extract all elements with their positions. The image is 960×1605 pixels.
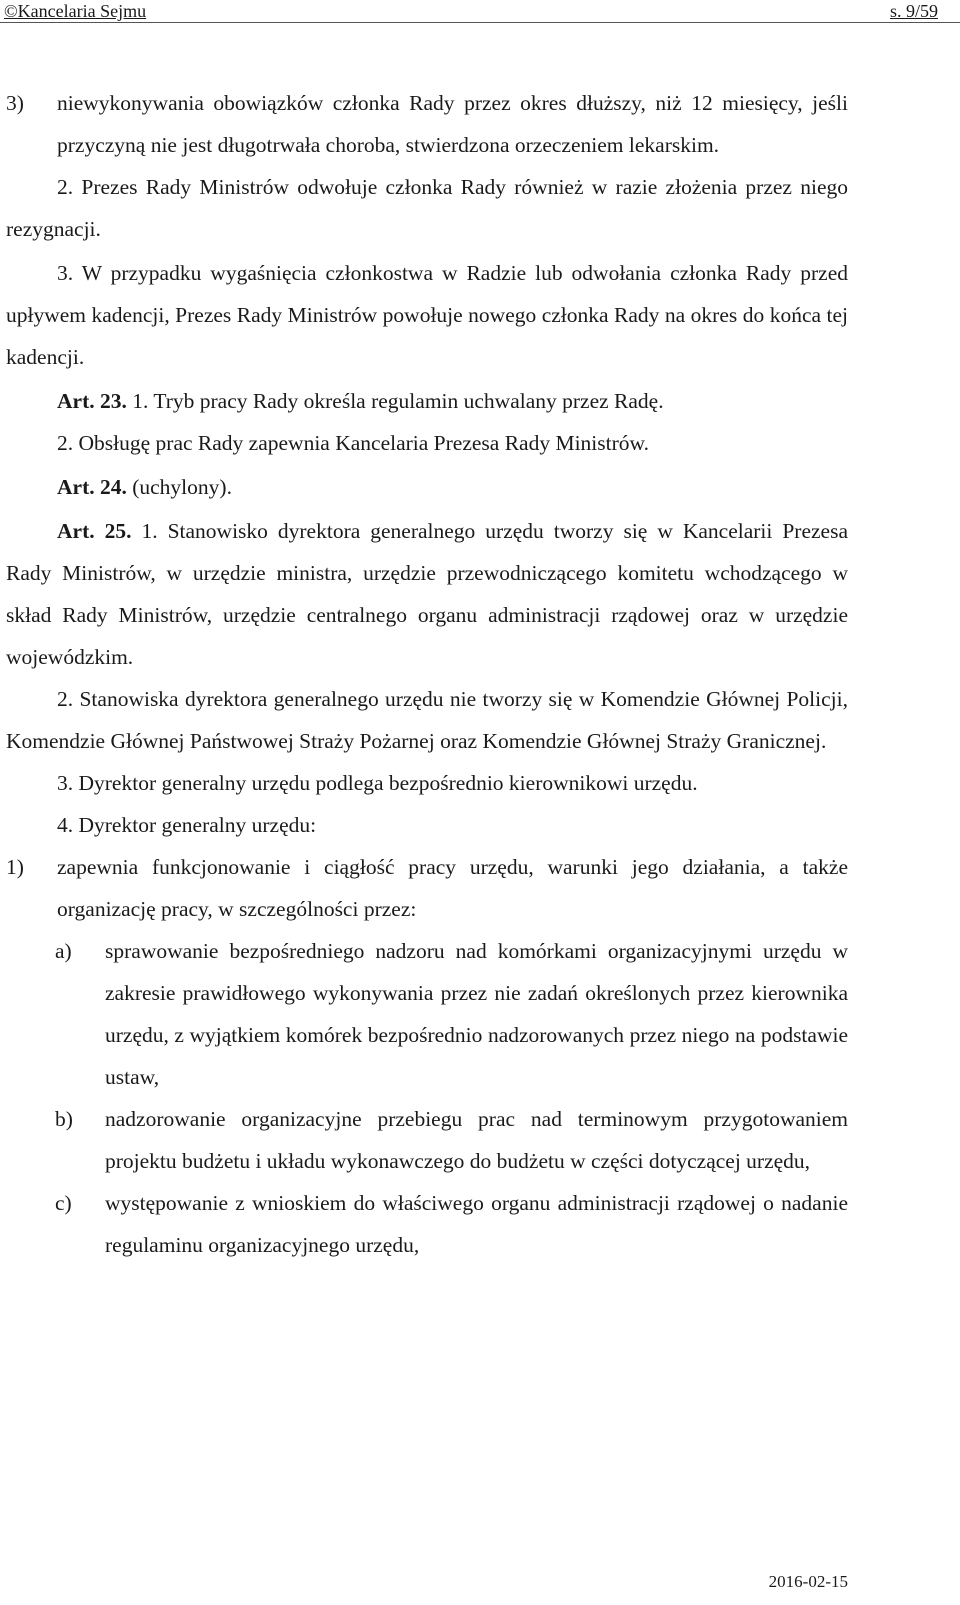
article-text: 1. Stanowisko dyrektora generalnego urzędu tworzy się w Kancelarii Prezesa Rady Ministrów, w urzędzie ministra, urzędzie przewodniczącego komitetu wchodzącego w skład Rady Ministrów, urzędzie centralnego organu administracji rządowej oraz w urzędzie wojewódzkim. [6, 519, 848, 669]
article-text: (uchylony). [126, 475, 232, 499]
article-25 [6, 510, 848, 678]
item-label: a) [55, 939, 72, 963]
page-header [0, 0, 960, 23]
paragraph-art25-3: 3. Dyrektor generalny urzędu podlega bezpośrednio kierownikowi urzędu. [57, 771, 698, 795]
header-page-number: s. 9/59 [889, 1, 938, 21]
item-text: niewykonywania obowiązków członka Rady przez okres dłuższy, niż 12 miesięcy, jeśli przyczyną nie jest długotrwała choroba, stwierdzona orzeczeniem lekarskim. [57, 91, 848, 157]
list-item [6, 82, 848, 166]
item-label: b) [55, 1107, 73, 1131]
item-text: występowanie z wnioskiem do właściwego organu administracji rządowej o nadanie regulaminu organizacyjnego urzędu, [105, 1191, 848, 1257]
list-item [6, 846, 848, 930]
item-label: 3) [6, 91, 24, 115]
paragraph-art25-2: 2. Stanowiska dyrektora generalnego urzędu nie tworzy się w Komendzie Głównej Policji, Komendzie Głównej Państwowej Straży Pożarnej oraz Komendzie Głównej Straży Granicznej. [6, 687, 848, 753]
list-item [6, 1182, 848, 1266]
footer-date: 2016-02-15 [768, 1572, 848, 1591]
list-item [6, 1098, 848, 1182]
item-label: c) [55, 1191, 72, 1215]
header-source: ©Kancelaria Sejmu [4, 1, 147, 21]
article-label: Art. 24. [57, 475, 127, 499]
paragraph-ust2: 2. Prezes Rady Ministrów odwołuje członka Rady również w razie złożenia przez niego rezygnacji. [6, 175, 848, 241]
paragraph-ust3: 3. W przypadku wygaśnięcia członkostwa w Radzie lub odwołania członka Rady przed upływem kadencji, Prezes Rady Ministrów powołuje nowego członka Rady na okres do końca tej kadencji. [6, 261, 848, 369]
item-text: nadzorowanie organizacyjne przebiegu prac nad terminowym przygotowaniem projektu budżetu i układu wykonawczego do budżetu w części dotyczącej urzędu, [105, 1107, 848, 1173]
paragraph-art23-2: 2. Obsługę prac Rady zapewnia Kancelaria Prezesa Rady Ministrów. [57, 431, 650, 455]
paragraph-art25-4: 4. Dyrektor generalny urzędu: [57, 813, 317, 837]
article-label: Art. 23. [57, 389, 127, 413]
article-24 [6, 466, 848, 508]
article-text: 1. Tryb pracy Rady określa regulamin uchwalany przez Radę. [126, 389, 664, 413]
article-23 [6, 380, 848, 422]
article-label: Art. 25. [57, 519, 132, 543]
item-text: sprawowanie bezpośredniego nadzoru nad komórkami organizacyjnymi urzędu w zakresie prawidłowego wykonywania przez nie zadań określonych przez kierownika urzędu, z wyjątkiem komórek bezpośrednio nadzorowanych przez niego na podstawie ustaw, [105, 939, 848, 1089]
item-label: 1) [6, 855, 24, 879]
item-text: zapewnia funkcjonowanie i ciągłość pracy urzędu, warunki jego działania, a także organizację pracy, w szczególności przez: [57, 855, 848, 921]
document-body [6, 82, 848, 1266]
list-item [6, 930, 848, 1098]
